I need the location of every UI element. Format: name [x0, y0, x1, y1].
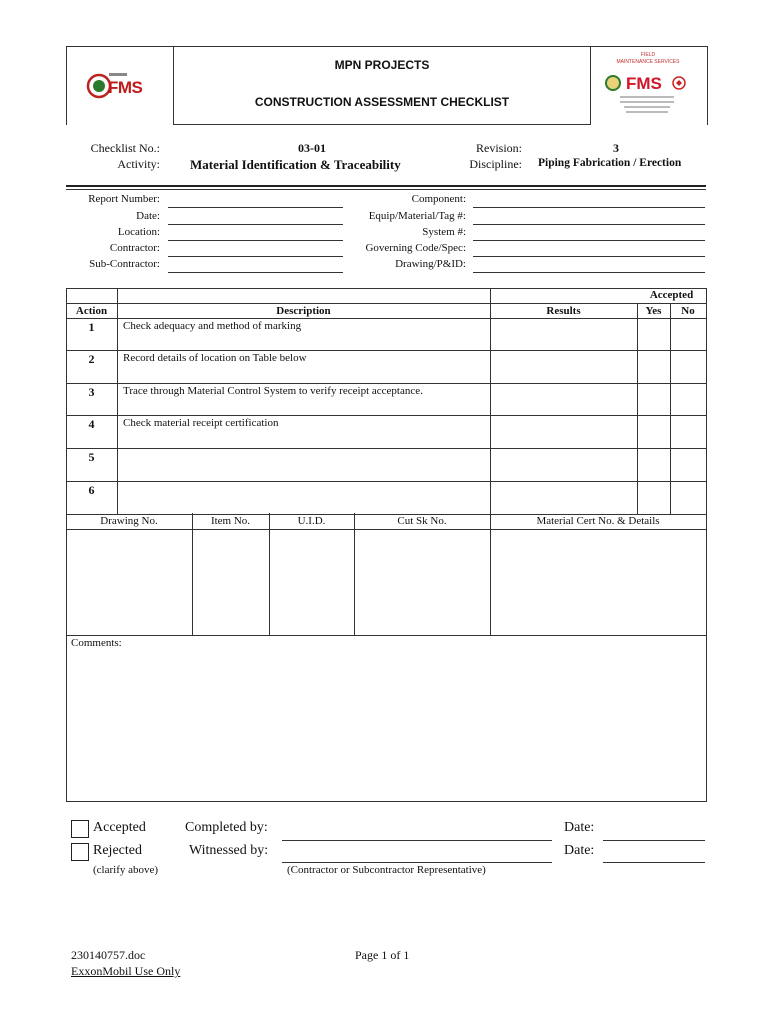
- row-description: Check adequacy and method of marking: [123, 320, 302, 332]
- checklist-no-label: Checklist No.:: [90, 141, 160, 155]
- logo-fineprint-line: [620, 101, 674, 103]
- footer-page: Page 1 of 1: [355, 948, 410, 962]
- detail-cell-item[interactable]: [193, 530, 269, 635]
- field-label-right: System #:: [422, 226, 466, 238]
- col-no-header: No: [681, 305, 695, 317]
- date2-line[interactable]: [603, 862, 705, 863]
- page-title: CONSTRUCTION ASSESSMENT CHECKLIST: [254, 95, 510, 109]
- row-yes-cell[interactable]: [638, 482, 670, 513]
- logo-fineprint-line: [620, 96, 674, 98]
- representative-note: (Contractor or Subcontractor Representative): [287, 864, 486, 876]
- row-no-cell[interactable]: [671, 384, 705, 415]
- rejected-label: Rejected: [93, 843, 142, 858]
- right-logo-text: FMS: [626, 74, 662, 93]
- date2-label: Date:: [564, 843, 595, 858]
- date1-label: Date:: [564, 820, 595, 835]
- detail-header-item: Item No.: [210, 515, 251, 527]
- detail-cell-uid[interactable]: [270, 530, 354, 635]
- row-yes-cell[interactable]: [638, 351, 670, 382]
- seal-icon: [605, 75, 621, 91]
- field-label-right: Component:: [411, 193, 466, 205]
- col-yes-header: Yes: [645, 305, 662, 317]
- detail-header-drawing: Drawing No.: [100, 515, 158, 527]
- field-input-left[interactable]: [168, 272, 343, 273]
- accepted-subline: [117, 303, 490, 304]
- field-label-left: Report Number:: [88, 193, 160, 205]
- accepted-subline: [490, 303, 637, 304]
- footer-doc: 230140757.doc: [71, 948, 146, 962]
- completed-by-label: Completed by:: [185, 820, 268, 835]
- row-yes-cell[interactable]: [638, 319, 670, 350]
- header-divider-right: [590, 46, 591, 124]
- activity-value: Material Identification & Traceability: [190, 157, 401, 172]
- row-action-number: 3: [88, 385, 95, 399]
- row-action-number: 6: [88, 483, 95, 497]
- witnessed-by-label: Witnessed by:: [189, 843, 269, 858]
- row-yes-cell[interactable]: [638, 449, 670, 480]
- revision-label: Revision:: [475, 141, 522, 155]
- revision-value: 3: [613, 141, 619, 155]
- section-rule: [66, 185, 706, 187]
- row-description: Check material receipt certification: [123, 417, 279, 429]
- header-bottom-line: [173, 124, 591, 125]
- row-results-cell[interactable]: [491, 449, 637, 480]
- row-no-cell[interactable]: [671, 351, 705, 382]
- row-no-cell[interactable]: [671, 449, 705, 480]
- field-input-right[interactable]: [473, 256, 705, 257]
- row-action-number: 2: [88, 352, 95, 366]
- field-input-right[interactable]: [473, 207, 705, 208]
- checklist-no: 03-01: [298, 141, 326, 155]
- date1-line[interactable]: [603, 840, 705, 841]
- activity-label: Activity:: [117, 157, 160, 171]
- row-action-number: 1: [88, 320, 95, 334]
- field-label-right: Drawing/P&ID:: [395, 258, 466, 270]
- comments-label: Comments:: [71, 637, 122, 649]
- accepted-subline: [66, 303, 117, 304]
- row-results-cell[interactable]: [491, 482, 637, 513]
- emblem-icon: [672, 76, 686, 90]
- completed-by-line[interactable]: [282, 840, 552, 841]
- col-description-header: Description: [276, 305, 331, 317]
- row-action-number: 5: [88, 450, 95, 464]
- field-input-right[interactable]: [473, 272, 705, 273]
- row-no-cell[interactable]: [671, 416, 705, 447]
- field-input-left[interactable]: [168, 256, 343, 257]
- row-description: Trace through Material Control System to verify receipt acceptance.: [123, 385, 423, 397]
- footer-use: ExxonMobil Use Only: [71, 964, 181, 978]
- rejected-checkbox[interactable]: [71, 843, 89, 861]
- detail-header-cutsk: Cut Sk No.: [397, 515, 447, 527]
- clarify-note: (clarify above): [93, 864, 159, 876]
- org-name: MPN PROJECTS: [334, 58, 430, 72]
- right-logo-top: FIELD: [640, 52, 656, 58]
- col-results-header: Results: [546, 305, 581, 317]
- field-label-right: Governing Code/Spec:: [365, 242, 466, 254]
- col-action-header: Action: [75, 305, 108, 317]
- field-input-left[interactable]: [168, 224, 343, 225]
- row-description: Record details of location on Table below: [123, 352, 307, 364]
- field-input-left[interactable]: [168, 207, 343, 208]
- left-logo-text: FMS: [108, 78, 143, 97]
- section-rule: [66, 189, 706, 190]
- accepted-checkbox[interactable]: [71, 820, 89, 838]
- row-no-cell[interactable]: [671, 319, 705, 350]
- discipline-label: Discipline:: [469, 157, 522, 171]
- field-label-left: Date:: [136, 210, 160, 222]
- logo-fineprint-line: [624, 106, 670, 108]
- detail-cell-cert[interactable]: [491, 530, 705, 635]
- row-yes-cell[interactable]: [638, 384, 670, 415]
- witnessed-by-line[interactable]: [282, 862, 552, 863]
- detail-header-uid: U.I.D.: [297, 515, 326, 527]
- row-results-cell[interactable]: [491, 319, 637, 350]
- col-accepted-header: Accepted: [649, 289, 694, 301]
- row-action-number: 4: [88, 417, 95, 431]
- right-logo-sub: MAINTENANCE SERVICES: [616, 59, 680, 65]
- detail-cell-drawing[interactable]: [67, 530, 192, 635]
- field-label-left: Location:: [117, 226, 160, 238]
- row-results-cell[interactable]: [491, 416, 637, 447]
- field-label-right: Equip/Material/Tag #:: [368, 210, 466, 222]
- accepted-label: Accepted: [93, 820, 146, 835]
- field-label-left: Contractor:: [109, 242, 160, 254]
- comments-box[interactable]: [66, 635, 707, 802]
- logo-fineprint-line: [626, 111, 668, 113]
- field-label-left: Sub-Contractor:: [89, 258, 160, 270]
- field-input-right[interactable]: [473, 224, 705, 225]
- row-results-cell[interactable]: [491, 384, 637, 415]
- row-results-cell[interactable]: [491, 351, 637, 382]
- row-yes-cell[interactable]: [638, 416, 670, 447]
- field-input-right[interactable]: [473, 240, 705, 241]
- field-input-left[interactable]: [168, 240, 343, 241]
- detail-cell-cutsk[interactable]: [355, 530, 490, 635]
- row-no-cell[interactable]: [671, 482, 705, 513]
- discipline-value: Piping Fabrication / Erection: [538, 157, 682, 169]
- accepted-subline: [637, 303, 706, 304]
- detail-header-cert: Material Cert No. & Details: [536, 515, 660, 527]
- fms-logo-right: [598, 50, 698, 120]
- fms-logo-left: [86, 67, 156, 103]
